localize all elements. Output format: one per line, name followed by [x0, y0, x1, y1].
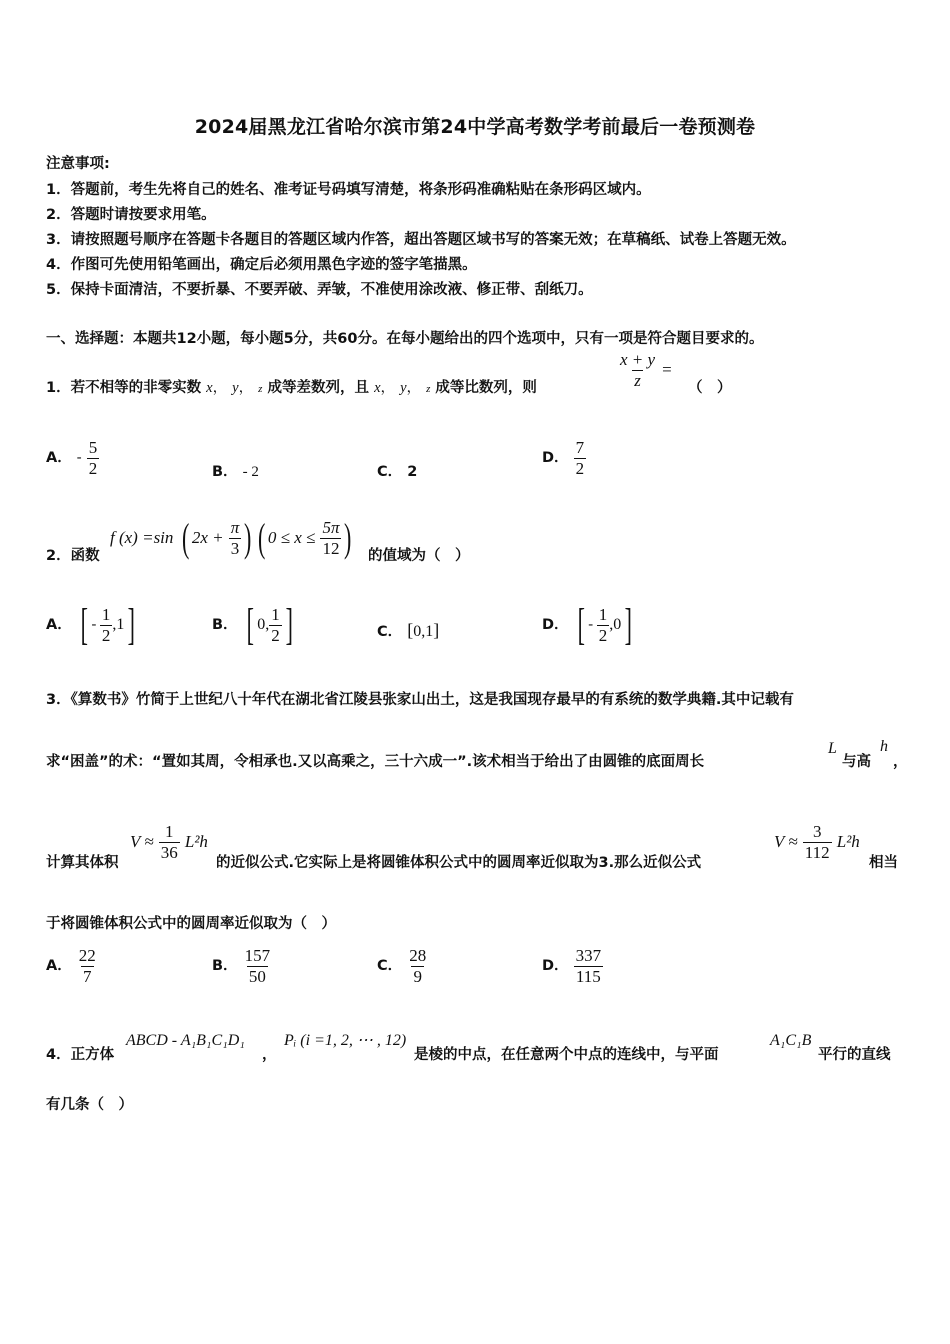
question-1: 1．若不相等的非零实数 x， y， z 成等差数列，且 x， y， z 成等比数列，则 — [46, 380, 537, 396]
q2-option-a[interactable]: A． [ - $\frac{1}{2}$ ,1] — [46, 600, 136, 649]
q4-text-4: 平行的直线 — [818, 1047, 891, 1063]
q4-text-3: 是棱的中点，在任意两个中点的连线中，与平面 — [414, 1047, 719, 1063]
q3-line-3b: 的近似公式.它实际上是将圆锥体积公式中的圆周率近似取为3.那么近似公式 — [216, 855, 702, 871]
q2-option-d[interactable]: D． [ - $\frac{1}{2}$ ,0] — [542, 600, 633, 649]
q1-text-1: 1．若不相等的非零实数 — [46, 380, 202, 396]
q1-text-2: 成等差数列，且 — [267, 380, 369, 396]
note-item-1: 1．答题前，考生先将自己的姓名、准考证号码填写清楚，将条形码准确粘贴在条形码区域内。 — [46, 182, 651, 198]
q4-points: Pᵢ (i =1, 2, ⋯ , 12) — [284, 1032, 407, 1049]
q1-fraction: $\frac{x + y}{z}$ = — [620, 350, 672, 390]
q3-option-b[interactable]: B． $\frac{157}{50}$ — [212, 946, 271, 986]
q1-option-c[interactable]: C． 2 — [377, 464, 418, 480]
q1-text-3: 成等比数列，则 — [435, 380, 537, 396]
page-title: 2024届黑龙江省哈尔滨市第24中学高考数学考前最后一卷预测卷 — [194, 116, 756, 138]
q3-option-d[interactable]: D． $\frac{337}{115}$ — [542, 946, 602, 986]
q4-plane: A₁C₁B — [770, 1032, 812, 1049]
q3-line-2: 求“困盖”的术：“置如其周，令相承也.又以高乘之，三十六成一”.该术相当于给出了由圆锥的底面周长 — [46, 754, 705, 770]
q3-line-2c: ， — [893, 754, 908, 770]
q1-var-z: z — [258, 383, 263, 395]
note-item-4: 4．作图可先使用铅笔画出，确定后必须用黑色字迹的签字笔描黑。 — [46, 257, 477, 273]
q3-line-3a: 计算其体积 — [46, 855, 119, 871]
q3-option-a[interactable]: A． $\frac{22}{7}$ — [46, 946, 96, 986]
q2-text-2: 的值域为（ ） — [368, 548, 470, 564]
q2-option-b[interactable]: B． [ 0, $\frac{1}{2}$ ] — [212, 600, 293, 649]
q3-option-c[interactable]: C． $\frac{28}{9}$ — [377, 946, 427, 986]
note-item-5: 5．保持卡面清洁，不要折暴、不要弄破、弄皱，不准使用涂改液、修正带、刮纸刀。 — [46, 282, 593, 298]
note-item-2: 2．答题时请按要求用笔。 — [46, 207, 216, 223]
q4-cube: ABCD - A₁B₁C₁D₁ — [126, 1032, 245, 1049]
q1-var-z2: z — [426, 383, 431, 395]
q2-text-1: 2．函数 — [46, 548, 100, 564]
q3-formula-2: V ≈ $\frac{3}{112}$ L²h — [774, 822, 860, 862]
q1-answer-blank: （ ） — [688, 380, 732, 396]
q1-option-a[interactable]: A． - $\frac{5}{2}$ — [46, 438, 98, 478]
notes-heading: 注意事项: — [46, 156, 110, 172]
q3-line-2b: 与高 — [842, 754, 871, 770]
q1-var-y: y — [232, 380, 239, 396]
q3-var-L: L — [828, 740, 837, 757]
q3-line-3c: 相当 — [869, 855, 898, 871]
q1-option-b[interactable]: B． - 2 — [212, 464, 259, 480]
q3-line-4: 于将圆锥体积公式中的圆周率近似取为（ ） — [46, 916, 336, 932]
q3-formula-1: V ≈ $\frac{1}{36}$ L²h — [130, 822, 208, 862]
q4-line-2: 有几条（ ） — [46, 1097, 133, 1113]
q3-var-h: h — [880, 738, 888, 755]
q1-var-x: x — [206, 380, 213, 396]
q1-var-y2: y — [400, 380, 407, 396]
q1-option-d[interactable]: D． $\frac{7}{2}$ — [542, 438, 585, 478]
q3-line-1: 3．《算数书》竹简于上世纪八十年代在湖北省江陵县张家山出土，这是我国现存最早的有系统的数学典籍.其中记载有 — [46, 692, 794, 708]
q4-text-2: ， — [262, 1047, 277, 1063]
q2-formula: f (x) =sin ( 2x + $\frac{\pi}{3}$ ) ( 0 ≤ x ≤ $\frac{5\pi}{12}$ ) — [110, 515, 352, 561]
q1-var-x2: x — [374, 380, 381, 396]
q2-option-c[interactable]: C． [0,1] — [377, 620, 440, 640]
q4-text-1: 4．正方体 — [46, 1047, 115, 1063]
note-item-3: 3．请按照题号顺序在答题卡各题目的答题区域内作答，超出答题区域书写的答案无效；在草稿纸、试卷上答题无效。 — [46, 232, 796, 248]
section-heading: 一、选择题：本题共12小题，每小题5分，共60分。在每小题给出的四个选项中，只有一项是符合题目要求的。 — [46, 331, 764, 347]
